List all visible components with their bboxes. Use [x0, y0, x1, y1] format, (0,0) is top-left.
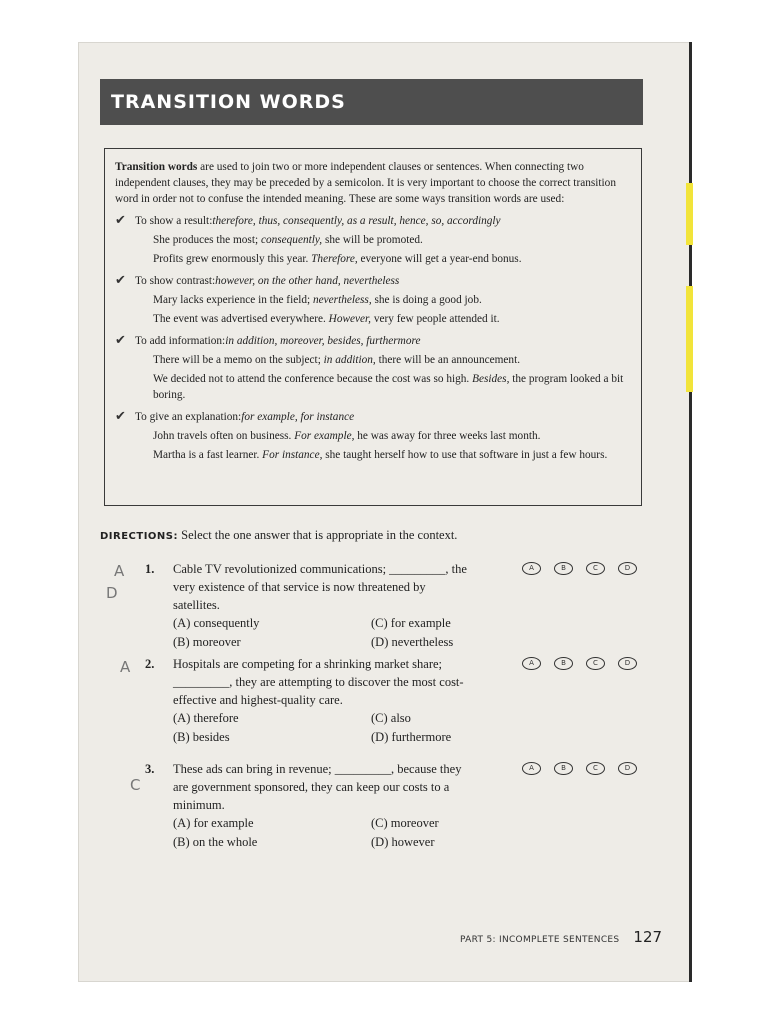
- handwritten-answer: A: [114, 562, 125, 580]
- answer-bubbles: [522, 657, 637, 670]
- example-text: there will be an announcement.: [375, 354, 521, 366]
- answer-option[interactable]: (B) on the whole: [173, 835, 258, 849]
- answer-bubble[interactable]: A: [522, 762, 541, 775]
- directions-text: Select the one answer that is appropriate in the context.: [178, 528, 458, 542]
- footer-section: PART 5: INCOMPLETE SENTENCES: [460, 935, 620, 945]
- question-item: [145, 655, 475, 746]
- answer-bubble[interactable]: C: [586, 657, 605, 670]
- question-number: 2.: [145, 657, 155, 671]
- example-sentence: [115, 352, 631, 368]
- example-text: everyone will get a year-end bonus.: [357, 253, 522, 265]
- example-transition-word: Besides,: [472, 373, 510, 385]
- question-number: 3.: [145, 762, 155, 776]
- example-text: There will be a memo on the subject;: [153, 354, 324, 366]
- directions-label: DIRECTIONS:: [100, 531, 179, 542]
- usage-words: therefore, thus, consequently, as a result, hence, so, accordingly: [212, 215, 501, 227]
- example-sentence: [115, 251, 631, 267]
- usage-label: To give an explanation:: [135, 411, 242, 423]
- example-transition-word: in addition,: [323, 354, 376, 366]
- question-item: [145, 560, 475, 651]
- question-text: These ads can bring in revenue; _________, because they are government sponsored, they can keep our costs to a minimum.: [173, 762, 462, 812]
- directions: [100, 528, 457, 543]
- example-text: Mary lacks experience in the field;: [153, 294, 313, 306]
- answer-option[interactable]: (D) furthermore: [371, 730, 452, 744]
- check-icon: ✔: [115, 273, 126, 288]
- example-sentence: [115, 428, 631, 444]
- answer-option[interactable]: (D) nevertheless: [371, 635, 454, 649]
- example-sentence: [115, 447, 631, 463]
- usage-heading: [115, 333, 631, 349]
- answer-option[interactable]: (A) therefore: [173, 711, 239, 725]
- handwritten-answer: D: [106, 584, 118, 602]
- usage-heading: [115, 273, 631, 289]
- example-transition-word: Therefore,: [311, 253, 358, 265]
- answer-bubble[interactable]: A: [522, 657, 541, 670]
- example-sentence: [115, 232, 631, 248]
- example-text: The event was advertised everywhere.: [153, 313, 329, 325]
- answer-bubble[interactable]: D: [618, 562, 637, 575]
- answer-bubble[interactable]: B: [554, 562, 573, 575]
- handwritten-answer: C: [130, 776, 141, 794]
- question-number: 1.: [145, 562, 155, 576]
- intro-text: are used to join two or more independent clauses or sentences. When connecting two independent clauses, they may be preceded by a semicolon. It is very important to choose the correct transition word in order not to confuse the intended meaning. These are some ways transition words are used:: [115, 161, 616, 205]
- check-icon: ✔: [115, 333, 126, 348]
- page-footer: [460, 928, 662, 946]
- example-text: Profits grew enormously this year.: [153, 253, 312, 265]
- answer-options: [173, 814, 475, 851]
- check-icon: ✔: [115, 409, 126, 424]
- answer-option[interactable]: (B) moreover: [173, 635, 241, 649]
- answer-options: [173, 614, 475, 651]
- transition-info-box: [104, 148, 642, 506]
- answer-option[interactable]: (B) besides: [173, 730, 230, 744]
- usage-label: To show contrast:: [135, 275, 216, 287]
- usage-heading: [115, 409, 631, 425]
- answer-option[interactable]: (C) moreover: [371, 816, 439, 830]
- answer-option[interactable]: (C) for example: [371, 616, 451, 630]
- page-number: 127: [633, 928, 663, 946]
- answer-options: [173, 709, 475, 746]
- example-sentence: [115, 371, 631, 403]
- example-transition-word: For example,: [294, 430, 355, 442]
- answer-bubble[interactable]: B: [554, 762, 573, 775]
- usage-words: however, on the other hand, nevertheless: [215, 275, 400, 287]
- usage-block: [115, 273, 631, 327]
- page-title: TRANSITION WORDS: [100, 79, 643, 125]
- answer-bubble[interactable]: C: [586, 762, 605, 775]
- usage-list: [115, 213, 631, 463]
- example-transition-word: nevertheless,: [312, 294, 372, 306]
- example-transition-word: consequently,: [260, 234, 323, 246]
- check-icon: ✔: [115, 213, 126, 228]
- usage-words: for example, for instance: [241, 411, 355, 423]
- answer-option[interactable]: (A) for example: [173, 816, 254, 830]
- example-text: She produces the most;: [153, 234, 261, 246]
- answer-bubble[interactable]: D: [618, 762, 637, 775]
- answer-bubble[interactable]: D: [618, 657, 637, 670]
- handwritten-answer: A: [120, 658, 131, 676]
- answer-bubbles: [522, 562, 637, 575]
- example-text: she will be promoted.: [322, 234, 423, 246]
- example-transition-word: For instance,: [262, 449, 323, 461]
- example-transition-word: However,: [328, 313, 372, 325]
- usage-block: [115, 333, 631, 403]
- question-text: Hospitals are competing for a shrinking market share; _________, they are attempting to discover the most cost-effective and highest-quality care.: [173, 657, 464, 707]
- example-sentence: [115, 292, 631, 308]
- intro-paragraph: [115, 159, 631, 207]
- yellow-tab: [686, 183, 693, 245]
- answer-bubble[interactable]: C: [586, 562, 605, 575]
- example-text: he was away for three weeks last month.: [354, 430, 541, 442]
- answer-option[interactable]: (A) consequently: [173, 616, 260, 630]
- yellow-tab: [686, 286, 693, 392]
- answer-bubble[interactable]: A: [522, 562, 541, 575]
- answer-option[interactable]: (C) also: [371, 711, 411, 725]
- answer-option[interactable]: (D) however: [371, 835, 435, 849]
- usage-heading: [115, 213, 631, 229]
- question-item: [145, 760, 475, 851]
- intro-term: Transition words: [115, 161, 198, 173]
- answer-bubble[interactable]: B: [554, 657, 573, 670]
- example-text: We decided not to attend the conference because the cost was so high.: [153, 373, 473, 385]
- example-text: John travels often on business.: [153, 430, 295, 442]
- example-text: very few people attended it.: [371, 313, 500, 325]
- usage-label: To show a result:: [135, 215, 213, 227]
- example-text: she is doing a good job.: [371, 294, 482, 306]
- example-text: the program looked a bit boring.: [153, 373, 624, 401]
- question-text: Cable TV revolutionized communications; _________, the very existence of that service is now threatened by satellites.: [173, 562, 467, 612]
- answer-bubbles: [522, 762, 637, 775]
- usage-words: in addition, moreover, besides, furthermore: [225, 335, 421, 347]
- usage-block: [115, 213, 631, 267]
- example-text: she taught herself how to use that software in just a few hours.: [322, 449, 608, 461]
- usage-block: [115, 409, 631, 463]
- usage-label: To add information:: [135, 335, 226, 347]
- example-sentence: [115, 311, 631, 327]
- example-text: Martha is a fast learner.: [153, 449, 263, 461]
